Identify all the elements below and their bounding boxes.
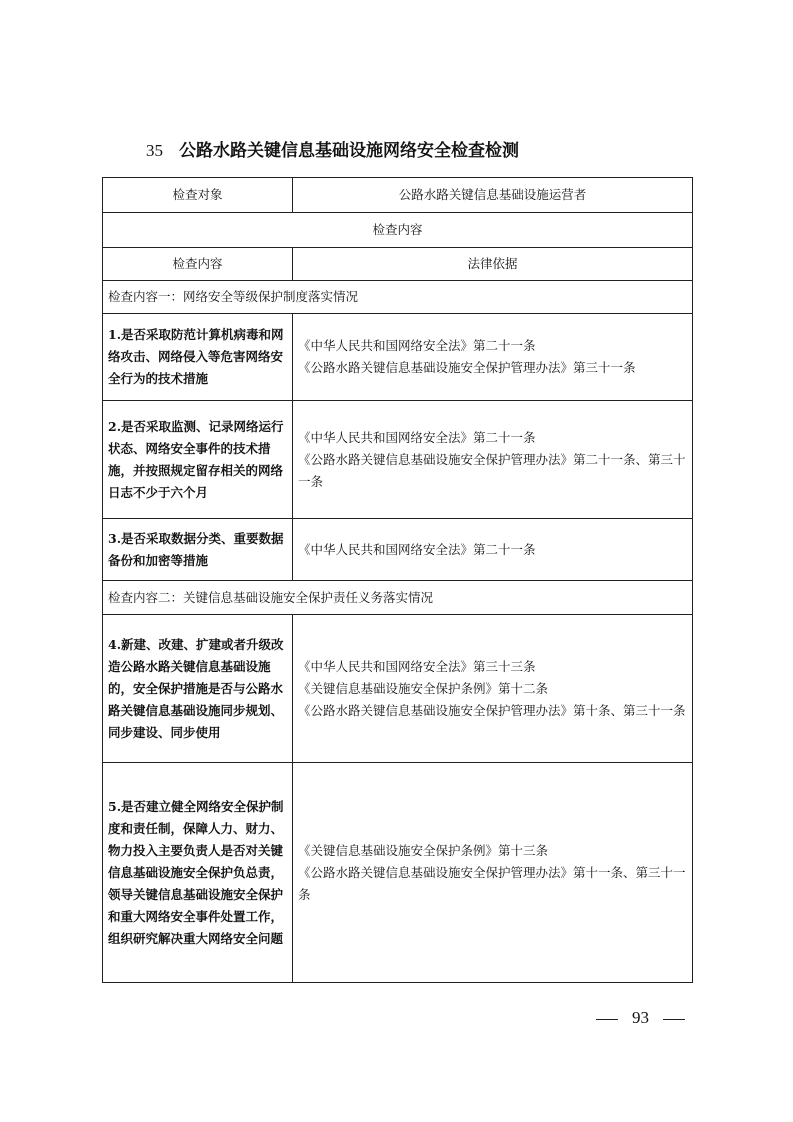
footer-dash-left — [596, 1019, 618, 1020]
basis-line: 《公路水路关键信息基础设施安全保护管理办法》第二十一条、第三十一条 — [298, 451, 686, 489]
title-number: 35 — [146, 141, 163, 160]
table-row — [103, 615, 693, 763]
section-heading-2: 检查内容二：关键信息基础设施安全保护责任义务落实情况 — [103, 581, 693, 615]
section-row — [103, 581, 693, 615]
inspection-table — [102, 177, 693, 983]
document-title — [146, 138, 519, 164]
legal-basis — [293, 763, 693, 983]
basis-line: 《关键信息基础设施安全保护条例》第十二条 — [298, 680, 549, 696]
basis-line: 《中华人民共和国网络安全法》第二十一条 — [298, 541, 536, 557]
content-heading-row — [103, 213, 693, 248]
page-footer — [596, 1006, 685, 1030]
title-text: 公路水路关键信息基础设施网络安全检查检测 — [179, 141, 519, 161]
basis-line: 《公路水路关键信息基础设施安全保护管理办法》第三十一条 — [298, 360, 636, 375]
content-heading: 检查内容 — [103, 213, 693, 248]
check-item: 5.是否建立健全网络安全保护制度和责任制，保障人力、财力、物力投入主要负责人是否对关键信息基础设施安全保护负总责，领导关键信息基础设施安全保护和重大网络安全事件处置工作，组织研究解决重大网络安全问题 — [103, 763, 293, 983]
check-item: 1.是否采取防范计算机病毒和网络攻击、网络侵入等危害网络安全行为的技术措施 — [103, 314, 293, 401]
check-item: 4.新建、改建、扩建或者升级改造公路水路关键信息基础设施的，安全保护措施是否与公路水路关键信息基础设施同步规划、同步建设、同步使用 — [103, 615, 293, 763]
check-item: 2.是否采取监测、记录网络运行状态、网络安全事件的技术措施，并按照规定留存相关的网络日志不少于六个月 — [103, 401, 293, 519]
basis-line: 《关键信息基础设施安全保护条例》第十三条 — [298, 842, 549, 858]
basis-line: 《中华人民共和国网络安全法》第二十一条 — [298, 338, 536, 353]
table-row — [103, 401, 693, 519]
object-row — [103, 178, 693, 213]
legal-basis — [293, 519, 693, 581]
basis-line: 《公路水路关键信息基础设施安全保护管理办法》第十条、第三十一条 — [298, 702, 686, 718]
table-row — [103, 763, 693, 983]
column-header-basis: 法律依据 — [293, 248, 693, 281]
check-item: 3.是否采取数据分类、重要数据备份和加密等措施 — [103, 519, 293, 581]
legal-basis — [293, 615, 693, 763]
legal-basis — [293, 401, 693, 519]
basis-line: 《中华人民共和国网络安全法》第二十一条 — [298, 429, 536, 445]
legal-basis — [293, 314, 693, 401]
object-value: 公路水路关键信息基础设施运营者 — [293, 178, 693, 213]
object-label: 检查对象 — [103, 178, 293, 213]
table-row — [103, 314, 693, 401]
section-row — [103, 281, 693, 314]
column-header-row — [103, 248, 693, 281]
table-row — [103, 519, 693, 581]
basis-line: 《公路水路关键信息基础设施安全保护管理办法》第十一条、第三十一条 — [298, 864, 686, 902]
section-heading-1: 检查内容一：网络安全等级保护制度落实情况 — [103, 281, 693, 314]
column-header-content: 检查内容 — [103, 248, 293, 281]
page-number: 93 — [632, 1008, 649, 1027]
basis-line: 《中华人民共和国网络安全法》第三十三条 — [298, 658, 536, 674]
footer-dash-right — [663, 1019, 685, 1020]
